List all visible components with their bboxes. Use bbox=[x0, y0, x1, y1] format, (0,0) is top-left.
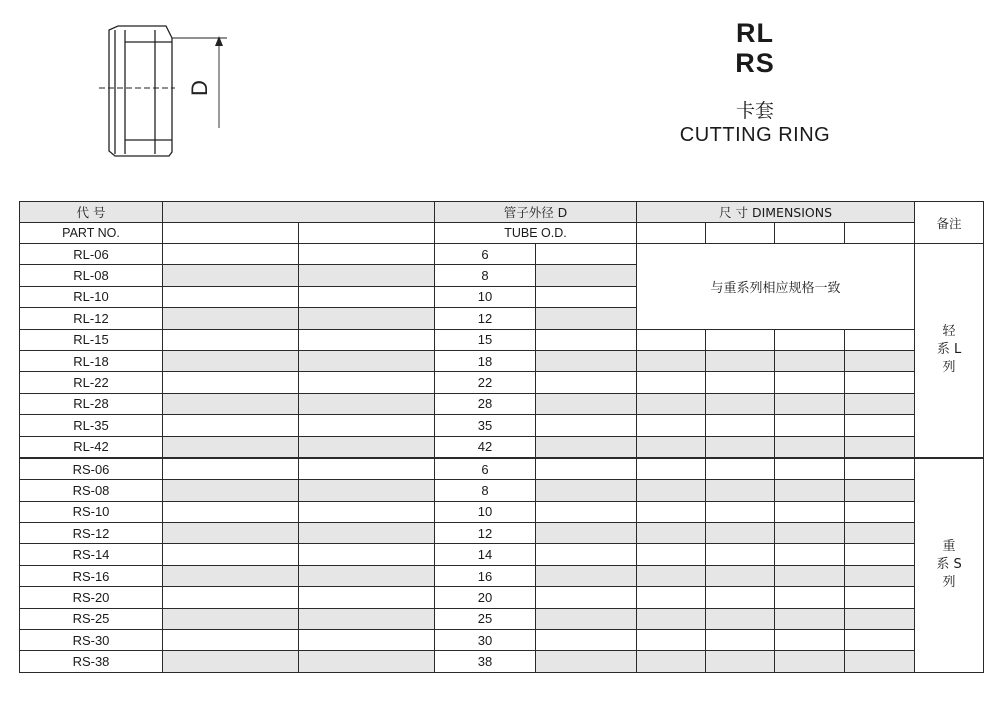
part-no-cell: RS-16 bbox=[20, 565, 163, 586]
header-part-cn: 代 号 bbox=[20, 202, 163, 223]
dimension-cell bbox=[845, 415, 915, 436]
blank-cell bbox=[299, 244, 435, 265]
blank-cell bbox=[163, 350, 299, 371]
header-dim-blank bbox=[845, 223, 915, 244]
dimension-cell bbox=[706, 651, 775, 672]
blank-cell bbox=[299, 651, 435, 672]
light-series-label-line: 列 bbox=[942, 360, 956, 376]
part-no-cell: RS-10 bbox=[20, 501, 163, 522]
table-row bbox=[20, 436, 984, 458]
dimension-cell bbox=[845, 501, 915, 522]
part-no-cell: RL-28 bbox=[20, 393, 163, 414]
blank-cell bbox=[163, 608, 299, 629]
tube-od-cell: 12 bbox=[435, 308, 536, 329]
blank-cell bbox=[536, 544, 637, 565]
dimension-cell bbox=[706, 329, 775, 350]
tube-od-cell: 6 bbox=[435, 458, 536, 480]
part-no-cell: RL-06 bbox=[20, 244, 163, 265]
light-series-label bbox=[915, 244, 984, 458]
table-row bbox=[20, 501, 984, 522]
dimension-cell bbox=[637, 458, 706, 480]
part-no-cell: RL-18 bbox=[20, 350, 163, 371]
table-row bbox=[20, 350, 984, 371]
blank-cell bbox=[163, 544, 299, 565]
blank-cell bbox=[163, 415, 299, 436]
blank-cell bbox=[163, 523, 299, 544]
dimension-cell bbox=[775, 501, 845, 522]
dimension-d-label: D bbox=[187, 80, 212, 96]
part-no-cell: RS-14 bbox=[20, 544, 163, 565]
dimension-cell bbox=[775, 458, 845, 480]
blank-cell bbox=[163, 372, 299, 393]
dimension-cell bbox=[775, 651, 845, 672]
dimension-cell bbox=[845, 393, 915, 414]
dimension-cell bbox=[706, 523, 775, 544]
blank-cell bbox=[536, 501, 637, 522]
table-row bbox=[20, 480, 984, 501]
spec-table bbox=[19, 201, 984, 673]
dimension-cell bbox=[845, 480, 915, 501]
table-row bbox=[20, 244, 984, 265]
blank-cell bbox=[299, 308, 435, 329]
tube-od-cell: 14 bbox=[435, 544, 536, 565]
blank-cell bbox=[163, 501, 299, 522]
merged-note: 与重系列相应规格一致 bbox=[637, 244, 915, 330]
blank-cell bbox=[299, 372, 435, 393]
blank-cell bbox=[299, 608, 435, 629]
table-row bbox=[20, 630, 984, 651]
header-dim-blank bbox=[775, 223, 845, 244]
table-row bbox=[20, 393, 984, 414]
tube-od-cell: 8 bbox=[435, 480, 536, 501]
dimension-cell bbox=[845, 329, 915, 350]
dimension-cell bbox=[637, 565, 706, 586]
part-no-cell: RL-08 bbox=[20, 265, 163, 286]
light-series-label-line: 轻 bbox=[942, 324, 956, 340]
header-dim-blank bbox=[706, 223, 775, 244]
dimension-cell bbox=[706, 565, 775, 586]
blank-cell bbox=[299, 523, 435, 544]
blank-cell bbox=[163, 458, 299, 480]
dimension-cell bbox=[637, 393, 706, 414]
tube-od-cell: 30 bbox=[435, 630, 536, 651]
blank-cell bbox=[536, 393, 637, 414]
table-row bbox=[20, 458, 984, 480]
header-tube-en: TUBE O.D. bbox=[435, 223, 637, 244]
table-row bbox=[20, 651, 984, 672]
dimension-cell bbox=[845, 587, 915, 608]
heavy-series-label-line: 系 S bbox=[936, 557, 962, 573]
blank-cell bbox=[299, 501, 435, 522]
dimension-cell bbox=[706, 480, 775, 501]
blank-cell bbox=[536, 372, 637, 393]
part-no-cell: RS-20 bbox=[20, 587, 163, 608]
table-row bbox=[20, 523, 984, 544]
table-row bbox=[20, 415, 984, 436]
dimension-cell bbox=[706, 393, 775, 414]
part-no-cell: RS-38 bbox=[20, 651, 163, 672]
blank-cell bbox=[536, 458, 637, 480]
tube-od-cell: 42 bbox=[435, 436, 536, 458]
blank-cell bbox=[163, 393, 299, 414]
blank-cell bbox=[163, 651, 299, 672]
blank-cell bbox=[536, 523, 637, 544]
header-dim-blank bbox=[637, 223, 706, 244]
title-block bbox=[640, 18, 870, 148]
blank-cell bbox=[536, 480, 637, 501]
table-row bbox=[20, 544, 984, 565]
dimension-cell bbox=[845, 436, 915, 458]
blank-cell bbox=[536, 350, 637, 371]
part-no-cell: RL-22 bbox=[20, 372, 163, 393]
dimension-cell bbox=[706, 458, 775, 480]
blank-cell bbox=[299, 415, 435, 436]
dimension-cell bbox=[775, 350, 845, 371]
table-row bbox=[20, 608, 984, 629]
dimension-cell bbox=[706, 415, 775, 436]
tube-od-cell: 18 bbox=[435, 350, 536, 371]
dimension-cell bbox=[775, 523, 845, 544]
blank-cell bbox=[536, 244, 637, 265]
dimension-cell bbox=[706, 587, 775, 608]
dimension-cell bbox=[637, 436, 706, 458]
heavy-series-label-line: 重 bbox=[942, 539, 956, 555]
dimension-cell bbox=[706, 608, 775, 629]
blank-cell bbox=[163, 587, 299, 608]
blank-cell bbox=[299, 480, 435, 501]
dimension-cell bbox=[706, 436, 775, 458]
tube-od-cell: 22 bbox=[435, 372, 536, 393]
cutting-ring-drawing bbox=[95, 18, 245, 168]
blank-cell bbox=[299, 286, 435, 307]
blank-cell bbox=[163, 286, 299, 307]
blank-cell bbox=[299, 350, 435, 371]
part-no-cell: RS-08 bbox=[20, 480, 163, 501]
blank-cell bbox=[536, 286, 637, 307]
dimension-cell bbox=[775, 480, 845, 501]
blank-cell bbox=[163, 565, 299, 586]
dimension-cell bbox=[637, 501, 706, 522]
tube-od-cell: 25 bbox=[435, 608, 536, 629]
blank-cell bbox=[536, 308, 637, 329]
light-series-label-line: 系 L bbox=[936, 342, 962, 358]
blank-cell bbox=[163, 265, 299, 286]
tube-od-cell: 16 bbox=[435, 565, 536, 586]
dimension-cell bbox=[637, 480, 706, 501]
dimension-cell bbox=[775, 436, 845, 458]
header-blank-group bbox=[163, 202, 435, 223]
dimension-cell bbox=[637, 350, 706, 371]
heavy-series-label bbox=[915, 458, 984, 672]
part-no-cell: RS-30 bbox=[20, 630, 163, 651]
tube-od-cell: 38 bbox=[435, 651, 536, 672]
dimension-cell bbox=[845, 523, 915, 544]
part-no-cell: RL-42 bbox=[20, 436, 163, 458]
blank-cell bbox=[163, 436, 299, 458]
dimension-cell bbox=[706, 544, 775, 565]
blank-cell bbox=[299, 393, 435, 414]
blank-cell bbox=[536, 651, 637, 672]
dimension-cell bbox=[637, 329, 706, 350]
dimension-cell bbox=[845, 350, 915, 371]
dimension-cell bbox=[775, 415, 845, 436]
table-row bbox=[20, 329, 984, 350]
dimension-cell bbox=[845, 630, 915, 651]
dimension-cell bbox=[706, 350, 775, 371]
blank-cell bbox=[299, 265, 435, 286]
dimension-cell bbox=[637, 523, 706, 544]
product-code-rs: RS bbox=[735, 48, 775, 78]
blank-cell bbox=[536, 329, 637, 350]
dimension-cell bbox=[637, 372, 706, 393]
part-no-cell: RS-12 bbox=[20, 523, 163, 544]
dimension-cell bbox=[637, 651, 706, 672]
dimension-cell bbox=[775, 630, 845, 651]
dimension-cell bbox=[637, 608, 706, 629]
heavy-series-label-line: 列 bbox=[942, 575, 956, 591]
blank-cell bbox=[299, 458, 435, 480]
part-no-cell: RS-25 bbox=[20, 608, 163, 629]
dimension-cell bbox=[637, 415, 706, 436]
blank-cell bbox=[536, 436, 637, 458]
blank-cell bbox=[536, 608, 637, 629]
blank-cell bbox=[299, 630, 435, 651]
dimension-cell bbox=[775, 393, 845, 414]
part-no-cell: RL-15 bbox=[20, 329, 163, 350]
blank-cell bbox=[536, 265, 637, 286]
dimension-cell bbox=[706, 372, 775, 393]
product-code-rl: RL bbox=[736, 18, 774, 48]
dimension-cell bbox=[845, 565, 915, 586]
tube-od-cell: 10 bbox=[435, 501, 536, 522]
dimension-cell bbox=[845, 651, 915, 672]
part-no-cell: RL-12 bbox=[20, 308, 163, 329]
dimension-cell bbox=[845, 608, 915, 629]
blank-cell bbox=[163, 308, 299, 329]
tube-od-cell: 12 bbox=[435, 523, 536, 544]
header-blank bbox=[299, 223, 435, 244]
part-no-cell: RL-10 bbox=[20, 286, 163, 307]
dimension-cell bbox=[706, 501, 775, 522]
part-no-cell: RL-35 bbox=[20, 415, 163, 436]
tube-od-cell: 6 bbox=[435, 244, 536, 265]
blank-cell bbox=[163, 480, 299, 501]
title-english: CUTTING RING bbox=[679, 124, 831, 146]
dimension-cell bbox=[775, 329, 845, 350]
blank-cell bbox=[299, 565, 435, 586]
part-no-cell: RS-06 bbox=[20, 458, 163, 480]
tube-od-cell: 8 bbox=[435, 265, 536, 286]
blank-cell bbox=[163, 630, 299, 651]
dimension-cell bbox=[775, 544, 845, 565]
header-remark: 备注 bbox=[915, 202, 984, 244]
blank-cell bbox=[299, 544, 435, 565]
blank-cell bbox=[299, 587, 435, 608]
dimension-cell bbox=[775, 372, 845, 393]
tube-od-cell: 15 bbox=[435, 329, 536, 350]
dimension-cell bbox=[775, 587, 845, 608]
dimension-cell bbox=[637, 587, 706, 608]
tube-od-cell: 35 bbox=[435, 415, 536, 436]
blank-cell bbox=[536, 565, 637, 586]
dimension-cell bbox=[706, 630, 775, 651]
header-tube-cn: 管子外径 D bbox=[435, 202, 637, 223]
header-dimensions: 尺 寸 DIMENSIONS bbox=[637, 202, 915, 223]
tube-od-cell: 20 bbox=[435, 587, 536, 608]
title-chinese: 卡套 bbox=[735, 100, 774, 122]
dimension-cell bbox=[845, 544, 915, 565]
table-row bbox=[20, 372, 984, 393]
table-row bbox=[20, 587, 984, 608]
blank-cell bbox=[536, 415, 637, 436]
tube-od-cell: 28 bbox=[435, 393, 536, 414]
dimension-cell bbox=[637, 544, 706, 565]
dimension-cell bbox=[775, 608, 845, 629]
tube-od-cell: 10 bbox=[435, 286, 536, 307]
header-blank bbox=[163, 223, 299, 244]
blank-cell bbox=[536, 587, 637, 608]
dimension-cell bbox=[637, 630, 706, 651]
dimension-cell bbox=[845, 372, 915, 393]
blank-cell bbox=[299, 436, 435, 458]
table-row bbox=[20, 565, 984, 586]
dimension-cell bbox=[775, 565, 845, 586]
blank-cell bbox=[163, 244, 299, 265]
blank-cell bbox=[299, 329, 435, 350]
blank-cell bbox=[163, 329, 299, 350]
blank-cell bbox=[536, 630, 637, 651]
dimension-cell bbox=[845, 458, 915, 480]
header-part-en: PART NO. bbox=[20, 223, 163, 244]
